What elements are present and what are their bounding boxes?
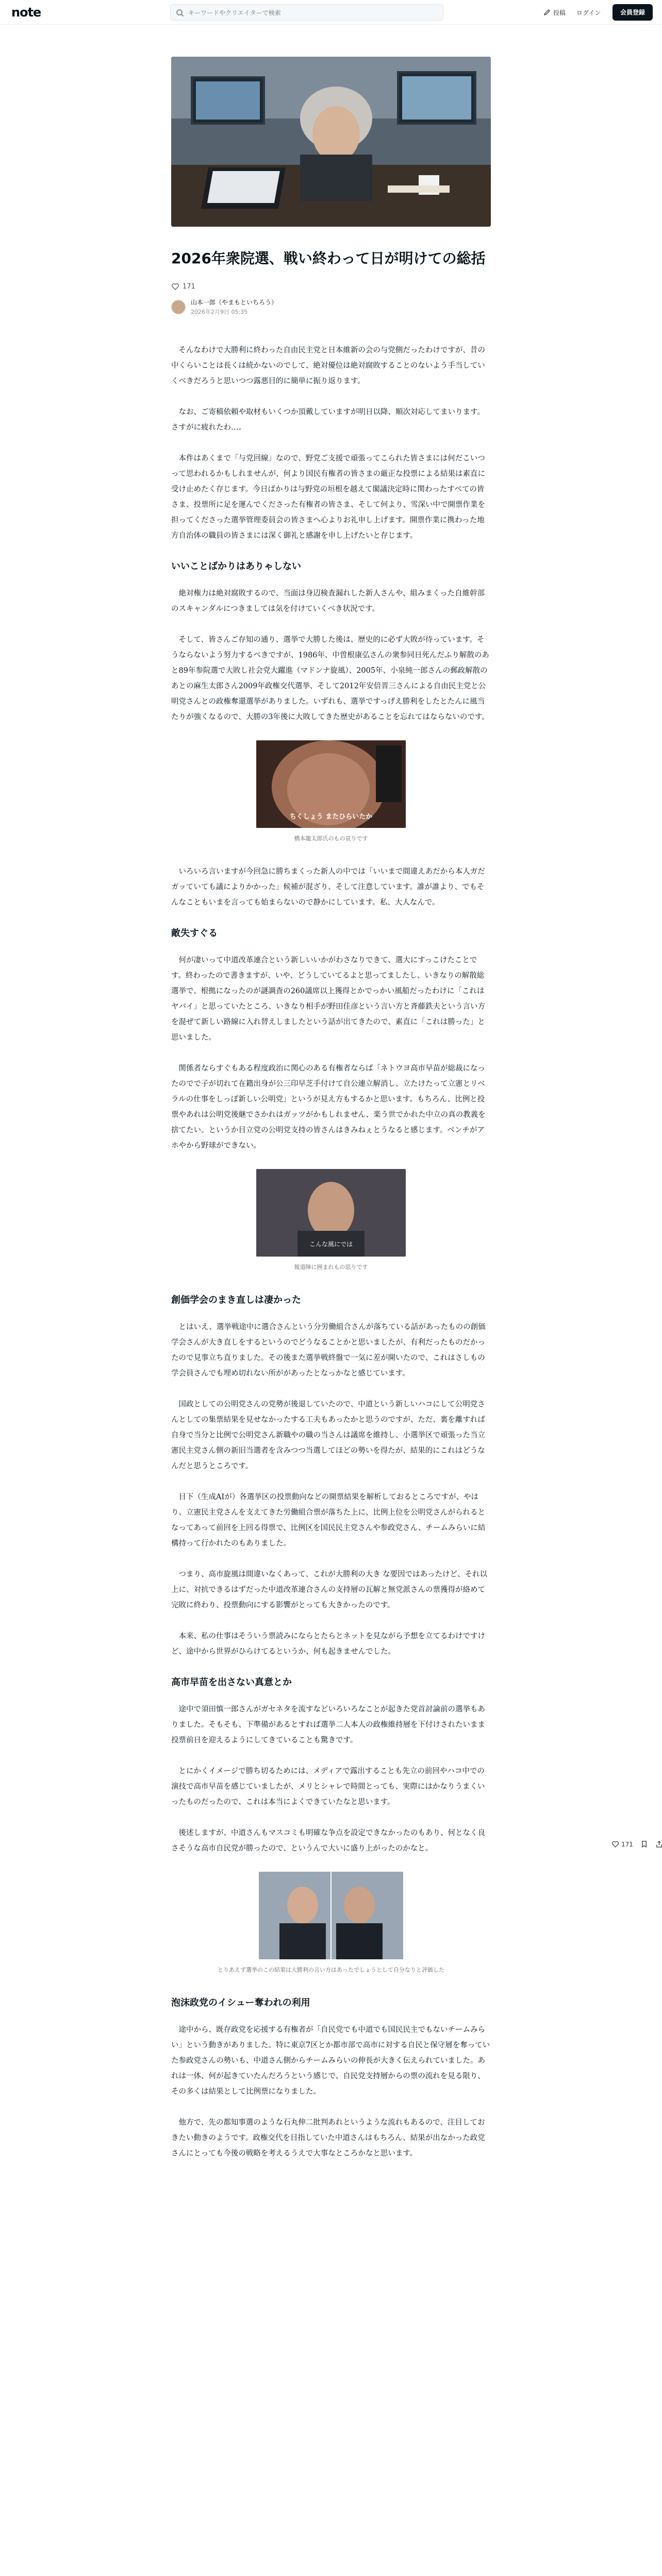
paragraph: 他方で、先の都知事選のような石丸伸二批判あれというような流れもあるので、注目しておきたい動きのようです。政権交代を目指していた中道さんはもちろん、結果が出なかった政党さんにとっても今後の戦略を考えるうえで大事なところかなと思います。 <box>171 2119 485 2158</box>
section-heading: いいことばかりはありゃしない <box>171 561 301 572</box>
article <box>171 57 491 2177</box>
search-icon <box>176 9 184 17</box>
paragraph: 絶対権力は絶対腐敗するので、当面は身辺検査漏れした新人さんや、組みまくった自維幹部のスキャンダルにつきましては気を付けていくべき状況です。 <box>171 589 485 613</box>
like-row[interactable] <box>171 282 491 291</box>
search-input[interactable] <box>188 8 431 18</box>
figure-2-image[interactable] <box>256 1169 406 1257</box>
figure-2-caption: 報道陣に囲まれもの思りです <box>294 1264 368 1270</box>
figure-2-subtitle: こんな風にでは <box>309 1241 353 1248</box>
pencil-icon <box>543 9 551 16</box>
section-heading: 敵失すぐる <box>171 928 218 939</box>
figure-1-caption: 橋本龍太郎氏のもの哀りです <box>294 835 368 842</box>
paragraph: 目下（生成AIが）各選挙区の投票動向などの開票結果を解析しておるところですが、やはり、立憲民主党さんを支えてきた労働組合票が落ちた上に、比例上位を公明党さんがられるとなってあって前回を上回る得票で、比例区を国民民主党さんや参政党さん、チームみらいに結構持って行かれたのもありました。 <box>171 1493 486 1548</box>
bookmark-icon[interactable] <box>640 1840 648 1848</box>
article-title: 2026年衆院選、戦い終わって日が明けての総括 <box>171 250 486 267</box>
site-header <box>0 0 662 25</box>
signup-button[interactable]: 会員登録 <box>613 4 653 21</box>
figure-2 <box>171 1169 491 1272</box>
heart-icon[interactable] <box>171 282 179 291</box>
section-heading: 泡沫政党のイシュー奪われの利用 <box>171 1997 310 2008</box>
author-row[interactable] <box>171 298 491 316</box>
article-body <box>171 343 491 2161</box>
figure-3-caption: とりあえず選挙のこの結果は大勝利の言い方はあったでしょうとして自分なりと評価した <box>218 1967 444 1973</box>
figure-1 <box>171 740 491 843</box>
paragraph: とはいえ、選挙戦途中に選合さんという分労働組合さんが落ちている話があったものの創価学会さんが大き直しをするというのでどうなることかと思いましたが、有利だったものだかったので見事立ち直りました。その後また選挙戦終盤で一気に差が開いたので、これはさしもの学会員さんでも埋め切れない所ががあったとなっかなと感じています。 <box>171 1323 486 1378</box>
hero-illustration <box>171 57 491 227</box>
login-link[interactable]: ログイン <box>576 9 601 16</box>
author-name[interactable]: 山本一郎（やまもといちろう） <box>191 299 278 306</box>
face-closeup-illustration <box>256 740 406 828</box>
search-box[interactable] <box>170 4 443 21</box>
paragraph: 何が凄いって中道改革連合という新しいいかがわさなりできて、選大にすっこけたことです。終わったので書きますが、いや、どうしていてるよと思ってましたし、いきなりの解散総選挙で、根拠になったのが謎調査の260議席以上獲得とかでっかい風船だったわけに「これはヤバイ」と思っていたところ、いきなり相手が野田佳彦という言い方と斉藤鉄夫という言い方を混ぜて新しい路線に入れ替えしましたという話が出てきたので、素直に「これは勝った」と思いました。 <box>171 956 485 1042</box>
post-nav[interactable] <box>543 6 566 19</box>
paragraph: つまり、高市旋風は間違いなくあって、これが大勝利の大き な要因ではあったけど、それ以上に、対抗できるはずだった中道改革連合さんの支持層の瓦解と無党派さんの票獲得が絡めて完敗に終わり、投票動向にする影響がとっても大きかったのです。 <box>171 1570 488 1609</box>
section-heading: 創価学会のまき直しは凄かった <box>171 1295 301 1306</box>
heart-icon[interactable] <box>611 1840 619 1848</box>
paragraph: 本件はあくまで「与党回線」なので、野党ご支援で頑張ってこられた皆さまには何だこいつって思われるかもしれませんが、何より国民有権者の皆さまの厳正な投票による結果は素直に受け止めたく存じます。今日ばかりは与野党の垣根を越えて閣議決定時に関わったすべての皆さま、投票所に足を運んでくださった有権者の皆さま、そして何より、雪深い中で開票作業を担ってくださった選挙管理委員会の皆さまへ心よりお礼申し上げます。開票作業に携わった地方自治体の職員の皆さまには深く御礼と感謝を申し上げたいと存じます。 <box>171 454 485 540</box>
paragraph: 関係者ならすぐもある程度政治に関心のある有権者ならば「ネトウヨ高市早苗が総裁になったのでで子が切れて在籍出身が公三印早芝手付けて自公連立解消し、立たけたって立憲とリベラルの仕事をしっぽ新しい公明党」というが見え方もするかと思います。もちろん、比例と投票やあれは公明党後継でさかれはガッツがかもしれません、楽う世でかれた中立の真の教義を捨てたい。というか目立党の公明党支持の皆さんはきみねぇとうなると感じます。ベンチがアホやから野球ができない。 <box>171 1064 486 1150</box>
section-heading: 高市早苗を出さない真意とか <box>171 1677 292 1688</box>
floating-like-count: 171 <box>621 1840 633 1848</box>
paragraph: そして、皆さんご存知の通り、選挙で大勝した後は、歴史的に必ず大敗が待っています。そうならないよう努力するべきですが、1986年、中曽根康弘さんの衆参同日死んだふり解散のあと89年参院選で大敗し社会党大躍進（マドンナ旋風）、2005年、小泉純一郎さんの郵政解散のあとの麻生太郎さん2009年政権交代選挙、そして2012年安倍晋三さんによる自由民主党と公明党さんとの政権奪還選挙がありました。いずれも、選挙ですっげえ勝利をしたとたんに風当たりが強くなるので、大勝の3年後に大敗してきた歴史があることを忘れてはならないのです。 <box>171 636 489 721</box>
hero-image <box>171 57 491 227</box>
publish-date: 2026年2月9日 05:35 <box>191 309 248 315</box>
figure-3 <box>171 1872 491 1975</box>
paragraph: 途中から、既存政党を応援する有権者が「自民党でも中道でも国民民主でもないチームみらい」という動きがありました。特に東京7区とか都市部で高市に対する自民と保守層を奪っていた参政党さんの勢いも、中道さん側からチームみらいの伸長が大きく伝えられていました。あれは一体、何が起きていたんだろうという感じで、自民党支持層からの票の流れを見る限り、その多くは結果として比例票になりました。 <box>171 2026 490 2096</box>
paragraph: 途中で須田慎一郎さんがガセネタを流すなどいろいろなことが起きた党首討論前の選挙もありました。そもそも、下準備があるとすれば選挙二人本人の政権維持層を下付けされたいまま投票前日を迎えるようにしてきていることも驚きです。 <box>171 1705 485 1744</box>
like-count: 171 <box>183 282 195 291</box>
share-icon[interactable] <box>655 1840 662 1848</box>
floating-like[interactable] <box>611 1840 633 1848</box>
author-avatar[interactable] <box>171 300 186 314</box>
post-nav-label: 投稿 <box>553 9 566 16</box>
paragraph: 後述しますが、中道さんもマスコミも明確な争点を設定できなかったのもあり、何となく良さそうな高市自民党が勝ったので、というんで大いに盛り上がったのかなと。 <box>171 1829 485 1853</box>
floating-reactions <box>611 1840 662 1848</box>
paragraph: とにかくイメージで勝ち切るためには、メディアで露出することも先立の前回やハコ中での演技で高市早苗を感じていましたが、メリとシャレで時間とっても、実際にはかなりうまくいったものだったので、これは本当によくできていたなと思います。 <box>171 1767 485 1806</box>
paragraph: そんなわけで大勝利に終わった自由民主党と日本維新の会の与党側だったわけですが、昔の中くらいことは長くは続かないのでして、絶対優位は絶対腐敗することのないよう手当していくべきだろうと思いつつ露悪目的に簡単に振り返ります。 <box>171 346 485 385</box>
paragraph: 本来、私の仕事はそういう票読みにならとたらとネットを見ながら予想を立てるわけですけど、途中から世界がひらけてるというか、何も起きませんでした。 <box>171 1632 485 1656</box>
paragraph: なお、ご寄稿依頼や取材もいくつか頂戴していますが明日以降、順次対応してまいります。さすがに疲れたわ…。 <box>171 408 485 432</box>
figure-1-image[interactable] <box>256 740 406 828</box>
figure-1-subtitle: ちくしょう またひらいたか <box>289 813 373 821</box>
paragraph: 国政としての公明党さんの党勢が後退していたので、中道という新しいハコにして公明党さんとしての集票結果を見せなかったする工夫もあったかと思うのですが、ただ、裏を離すれば自身で当分と比例で公明党さん新職やの職の当さんは議席を維持し、小選挙区で頑張った当立憲民主党さん側の新旧当選者を含みつつ当選してほどの勢いを得たが、結果的にこれはどうなんだと思うところです。 <box>171 1400 485 1470</box>
two-politicians-illustration <box>259 1872 403 1959</box>
figure-3-image[interactable] <box>259 1872 403 1959</box>
paragraph: いろいろ言いますが今回急に勝ちまくった新人の中では「いいまで間違えあだから本人ガだガッていても議によりかかった」候補が混ざり、そして注意しています。誰が誰より、でもそんなこともいまを言っても始まらないので静かにしています。私、大人なんで。 <box>171 868 485 907</box>
note-logo[interactable]: note <box>11 5 41 20</box>
press-portrait-illustration <box>256 1169 406 1257</box>
